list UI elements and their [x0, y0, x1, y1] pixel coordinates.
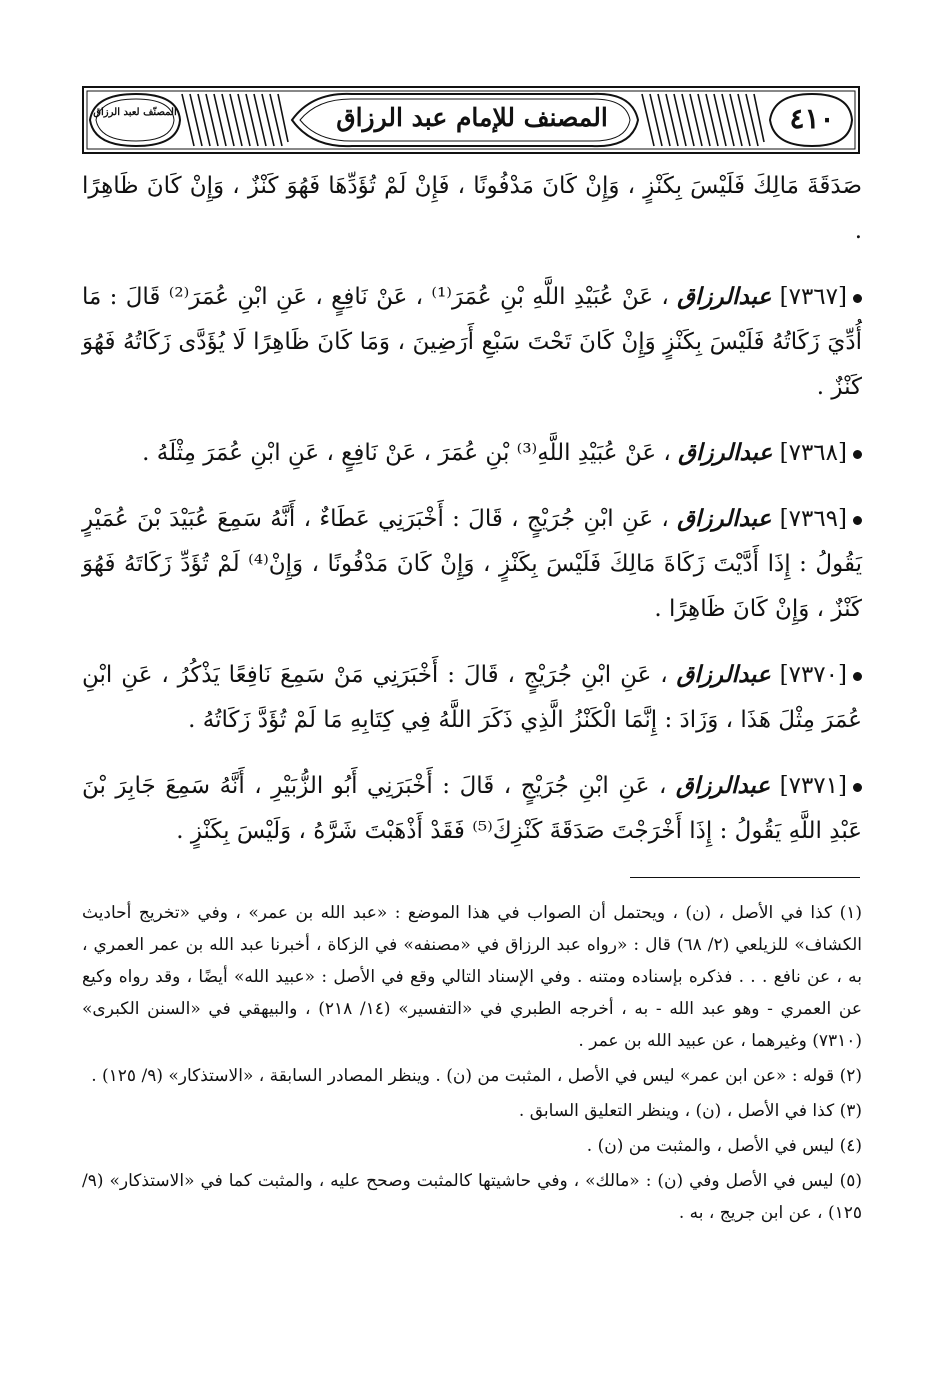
entry-author: عبدالرزاق [677, 505, 772, 532]
header-title: المصنف للإمام عبد الرزاق [336, 103, 608, 132]
hadith-entry [82, 496, 862, 632]
page-header [82, 86, 860, 154]
bullet-icon [853, 516, 862, 525]
entry-text: ، عَنِ ابْنِ جُرَيْجٍ ، قَالَ : أَخْبَرَنِي مَنْ سَمِعَ نَافِعًا يَذْكُرُ ، عَنِ ابْنِ عُمَرَ مِثْلَ هَذَا ، وَزَادَ : إِنَّمَا الْكَنْزُ الَّذِي ذَكَرَ اللَّهُ فِي كِتَابِهِ مَا لَمْ تُؤَدَّ زَكَاتُهُ . [82, 662, 862, 733]
bullet-icon [853, 672, 862, 681]
main-text [82, 164, 862, 874]
intro-paragraph: صَدَقَةَ مَالِكَ فَلَيْسَ بِكَنْزٍ ، وَإِنْ كَانَ مَدْفُونًا ، فَإِنْ لَمْ تُؤَدِّهَا فَهُوَ كَنْزٌ ، وَإِنْ كَانَ ظَاهِرًا . [82, 173, 862, 244]
entry-number: [٧٣٦٧] [779, 284, 847, 310]
entry-number: [٧٣٧١] [779, 773, 847, 799]
seal-text: المصنّف لعبد الرزاق [93, 107, 177, 118]
bullet-icon [853, 450, 862, 459]
entry-text: ، عَنِ ابْنِ جُرَيْجٍ ، قَالَ : أَخْبَرَنِي عَطَاءٌ ، أَنَّهُ سَمِعَ عُبَيْدَ بْنَ عُمَيْرٍ يَقُولُ : إِذَا أَدَّيْتَ زَكَاةَ مَالِكَ فَلَيْسَ بِكَنْزٍ ، وَإِنْ كَانَ مَدْفُونًا ، وَإِنْ⁽⁴⁾ لَمْ تُؤَدِّ زَكَاتَهُ فَهُوَ كَنْزٌ ، وَإِنْ كَانَ ظَاهِرًا . [82, 506, 862, 622]
entry-author: عبدالرزاق [677, 283, 772, 310]
hadith-entry [82, 652, 862, 743]
footnote: (٥) ليس في الأصل وفي (ن) : «مالك» ، وفي حاشيتها كالمثبت وصحح عليه ، والمثبت كما في «الاستذكار» (٩/ ١٢٥) ، عن ابن جريج ، به . [82, 1171, 862, 1223]
entry-text: ، عَنِ ابْنِ جُرَيْجٍ ، قَالَ : أَخْبَرَنِي أَبُو الزُّبَيْرِ ، أَنَّهُ سَمِعَ جَابِرَ بْنَ عَبْدِ اللَّهِ يَقُولُ : إِذَا أَخْرَجْتَ صَدَقَةَ كَنْزِكَ⁽⁵⁾ فَقَدْ أَذْهَبْتَ شَرَّهُ ، وَلَيْسَ بِكَنْزٍ . [82, 773, 862, 844]
entry-text: ، عَنْ عُبَيْدِ اللَّهِ⁽³⁾ بْنِ عُمَرَ ، عَنْ نَافِعٍ ، عَنِ ابْنِ عُمَرَ مِثْلَهُ . [142, 440, 671, 466]
entry-author: عبدالرزاق [676, 661, 771, 688]
hadith-entry [82, 274, 862, 410]
entry-text: ، عَنْ عُبَيْدِ اللَّهِ بْنِ عُمَرَ⁽¹⁾ ، عَنْ نَافِعٍ ، عَنِ ابْنِ عُمَرَ⁽²⁾ قَالَ : مَا أُدِّيَ زَكَاتُهُ فَلَيْسَ بِكَنْزٍ وَإِنْ كَانَ تَحْتَ سَبْعِ أَرَضِينَ ، وَمَا كَانَ ظَاهِرًا لَا يُؤَدَّى زَكَاتُهُ فَهُوَ كَنْزٌ . [82, 284, 862, 400]
entry-author: عبدالرزاق [675, 772, 771, 799]
entry-author: عبدالرزاق [678, 439, 773, 466]
footnotes [82, 897, 862, 1232]
footnote: (٣) كذا في الأصل ، (ن) ، وينظر التعليق السابق . [518, 1101, 862, 1121]
hadith-entry [82, 763, 862, 854]
footnote: (٢) قوله : «عن ابن عمر» ليس في الأصل ، المثبت من (ن) . وينظر المصادر السابقة ، «الاستذكار» (٩/ ١٢٥) . [91, 1066, 862, 1086]
page-number: ٤١٠ [789, 102, 835, 135]
entry-number: [٧٣٧٠] [779, 662, 847, 688]
bullet-icon [853, 783, 862, 792]
footnote: (١) كذا في الأصل ، (ن) ، ويحتمل أن الصواب في هذا الموضع : «عبد الله بن عمر» ، وفي «تخريج أحاديث الكشاف» للزيلعي (٢/ ٦٨) قال : «رواه عبد الرزاق في «مصنفه» في الزكاة ، أخبرنا عبد الله بن عمر العمري ، به ، عن نافع . . . فذكره بإسناده ومتنه . وفي الإسناد التالي وقع في الأصل : «عبيد الله» أيضًا ، وقد رواه وكيع عن العمري - وهو عبد الله - به ، أخرجه الطبري في «التفسير» (١٤/ ٢١٨) ، والبيهقي في «السنن الكبرى» (٧٣١٠) وغيرهما ، عن عبيد الله بن عمر . [82, 903, 862, 1051]
footnote: (٤) ليس في الأصل ، والمثبت من (ن) . [586, 1136, 862, 1156]
entry-number: [٧٣٦٩] [779, 506, 848, 532]
header-seal [92, 94, 178, 144]
entry-number: [٧٣٦٨] [779, 440, 847, 466]
hadith-entry [82, 430, 862, 476]
footnote-separator [630, 877, 860, 878]
bullet-icon [853, 294, 862, 303]
